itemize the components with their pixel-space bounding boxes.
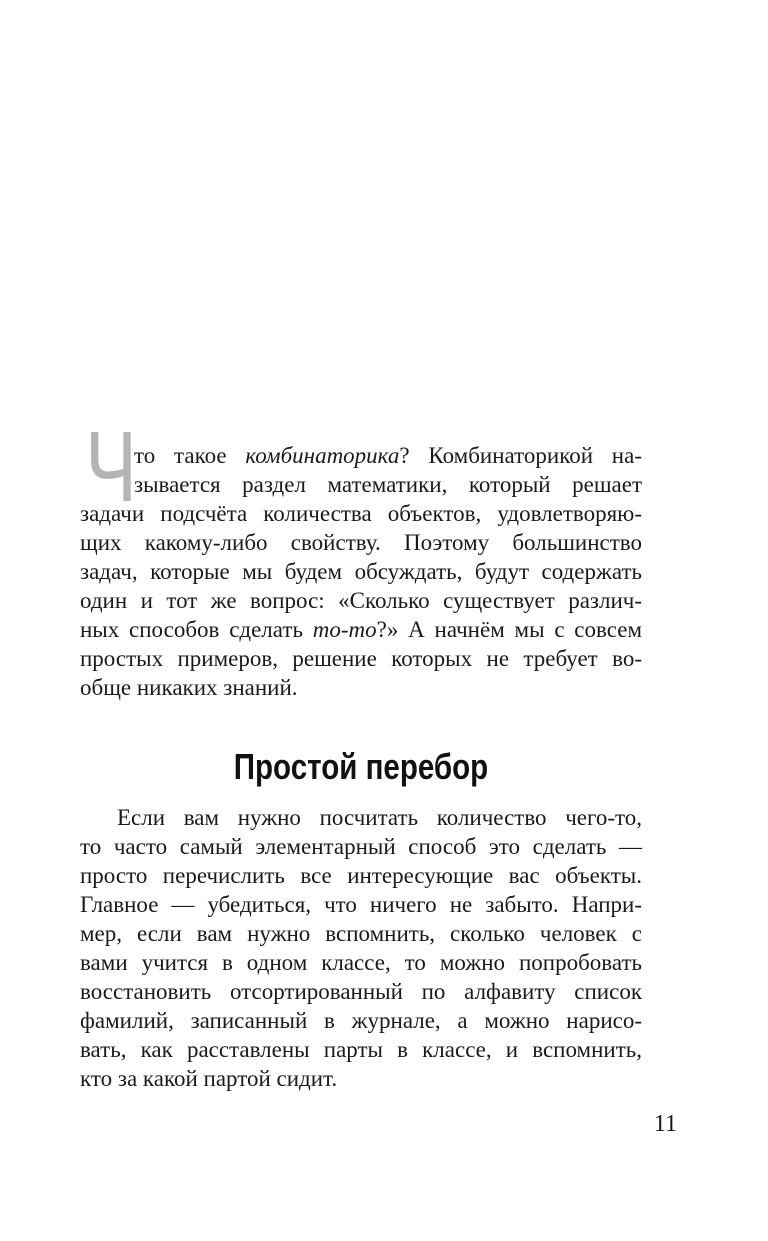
page-number: 11: [653, 1111, 677, 1137]
text-line: обще никаких знаний.: [80, 675, 298, 700]
text-line: щих какому-либо свойству. Поэтому большинство: [80, 530, 642, 555]
dropcap-letter: Ч: [85, 411, 137, 523]
text-line: ных способов сделать то-то?» А начнём мы с совсем: [80, 617, 642, 642]
text-line: вать, как расставлены парты в классе, и вспомнить,: [80, 1037, 642, 1062]
intro-paragraph: [80, 411, 642, 702]
text-line: то часто самый элементарный способ это сделать —: [80, 834, 642, 859]
section-paragraph: [80, 803, 642, 1093]
intro-paragraph-lines: [80, 441, 642, 702]
text-line: восстановить отсортированный по алфавиту список: [80, 979, 642, 1004]
text-line: простых примеров, решение которых не требует во-: [80, 646, 642, 671]
text-line: зывается раздел математики, который решает: [134, 472, 642, 497]
text-line: один и тот же вопрос: «Сколько существует различ-: [80, 588, 642, 613]
section-paragraph-lines: [80, 803, 642, 1093]
text-line: кто за какой партой сидит.: [80, 1066, 338, 1091]
text-line: вами учится в одном классе, то можно попробовать: [80, 950, 642, 975]
text-line: Если вам нужно посчитать количество чего-то,: [117, 805, 642, 830]
text-line: просто перечислить все интересующие вас объекты.: [80, 863, 642, 888]
text-line: задач, которые мы будем обсуждать, будут содержать: [80, 559, 642, 584]
text-line: задачи подсчёта количества объектов, удовлетворяю-: [80, 501, 642, 526]
text-line: мер, если вам нужно вспомнить, сколько человек с: [80, 921, 642, 946]
text-line: фамилий, записанный в журнале, а можно нарисо-: [80, 1008, 642, 1033]
section-heading: Простой перебор: [233, 746, 489, 787]
text-line: Главное — убедиться, что ничего не забыто. Напри-: [80, 892, 642, 917]
text-line: то такое комбинаторика? Комбинаторикой на-: [134, 443, 642, 468]
